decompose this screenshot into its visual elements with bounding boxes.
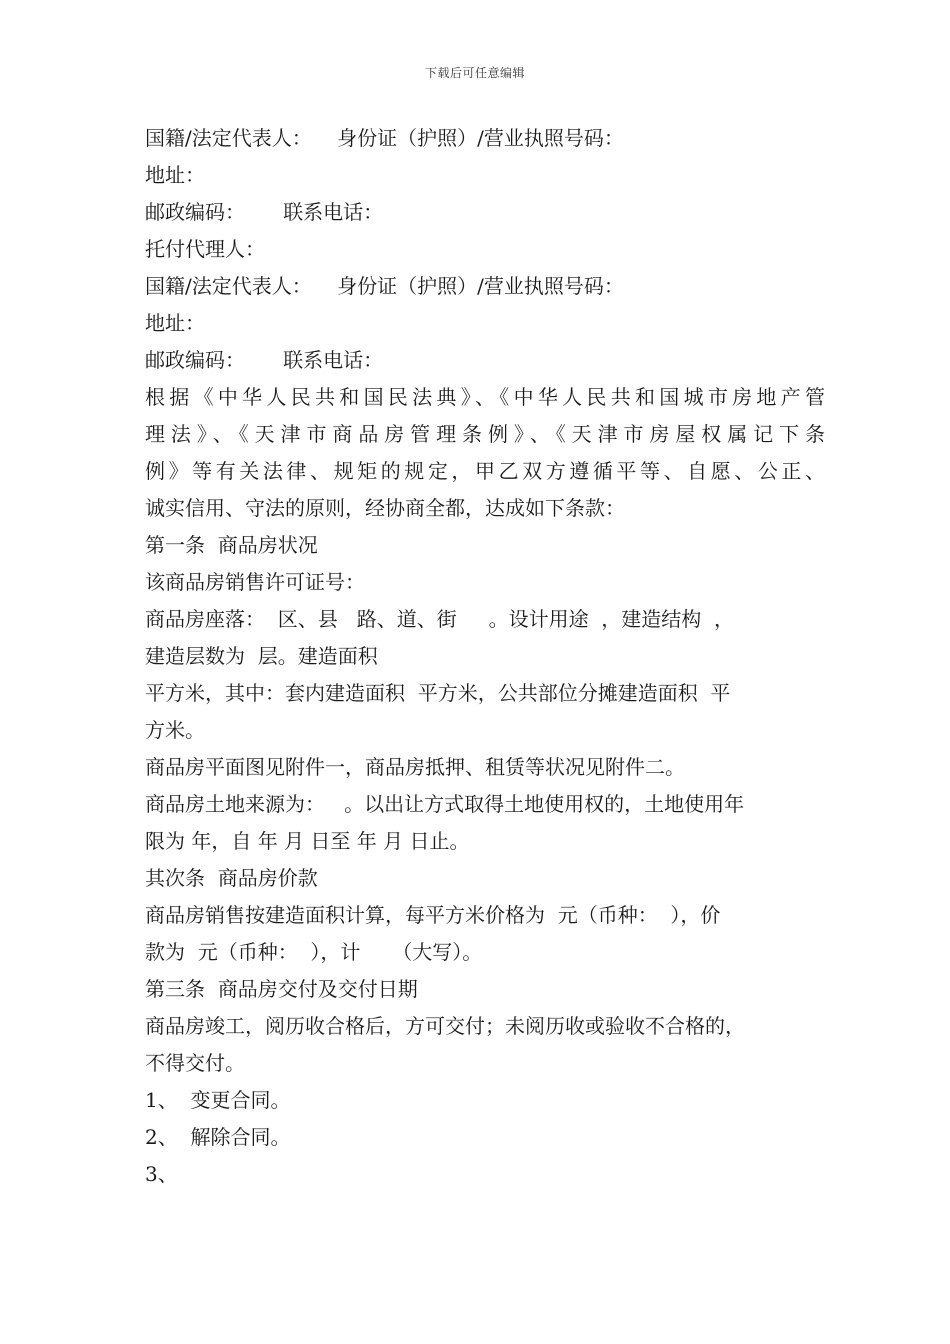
- location-line: 商品房座落： 区、县 路、道、街 。设计用途 ，建造结构 ，: [145, 607, 735, 631]
- delivery-line-2: 不得交付。: [145, 1051, 245, 1075]
- document-body: [145, 120, 825, 1193]
- floors-line: 建造层数为 层。建造面积: [145, 644, 378, 668]
- land-source-line-2: 限为 年，自 年 月 日至 年 月 日止。: [145, 829, 470, 853]
- agent-line: 托付代理人：: [145, 237, 265, 261]
- preamble-line-2: 理法》、《天津市商品房管理条例》、《天津市房屋权属记下条: [145, 422, 825, 446]
- preamble-line-4: 诚实信用、守法的原则，经协商全都，达成如下条款：: [145, 496, 625, 520]
- list-item-1: 1、 变更合同。: [145, 1088, 291, 1112]
- nationality-line-1: 国籍/法定代表人： 身份证（护照）/营业执照号码：: [145, 126, 624, 150]
- article-3-heading: 第三条 商品房交付及交付日期: [145, 977, 418, 1001]
- area-line-2: 方米。: [145, 718, 205, 742]
- license-line: 该商品房销售许可证号：: [145, 570, 365, 594]
- article-2-heading: 其次条 商品房价款: [145, 866, 318, 890]
- address-line-1: 地址：: [145, 163, 205, 187]
- page-header: 下载后可任意编辑: [424, 66, 525, 80]
- article-1-heading: 第一条 商品房状况: [145, 533, 318, 557]
- nationality-line-2: 国籍/法定代表人： 身份证（护照）/营业执照号码：: [145, 274, 624, 298]
- delivery-line-1: 商品房竣工，阅历收合格后，方可交付；未阅历收或验收不合格的，: [145, 1014, 745, 1038]
- postal-phone-line-2: 邮政编码： 联系电话：: [145, 348, 384, 372]
- attachments-line: 商品房平面图见附件一，商品房抵押、租赁等状况见附件二。: [145, 755, 685, 779]
- postal-phone-line-1: 邮政编码： 联系电话：: [145, 200, 384, 224]
- land-source-line-1: 商品房土地来源为： 。以出让方式取得土地使用权的，土地使用年: [145, 792, 745, 816]
- price-line-1: 商品房销售按建造面积计算，每平方米价格为 元（币种： ），价: [145, 903, 721, 927]
- preamble-line-3: 例》等有关法律、规矩的规定，甲乙双方遵循平等、自愿、公正、: [145, 459, 825, 483]
- preamble-line-1: 根据《中华人民共和国民法典》、《中华人民共和国城市房地产管: [145, 385, 825, 409]
- address-line-2: 地址：: [145, 311, 205, 335]
- area-line-1: 平方米，其中：套内建造面积 平方米，公共部位分摊建造面积 平: [145, 681, 731, 705]
- price-line-2: 款为 元（币种： ），计 （大写）。: [145, 940, 483, 964]
- list-item-2: 2、 解除合同。: [145, 1125, 291, 1149]
- list-item-3: 3、: [145, 1162, 178, 1186]
